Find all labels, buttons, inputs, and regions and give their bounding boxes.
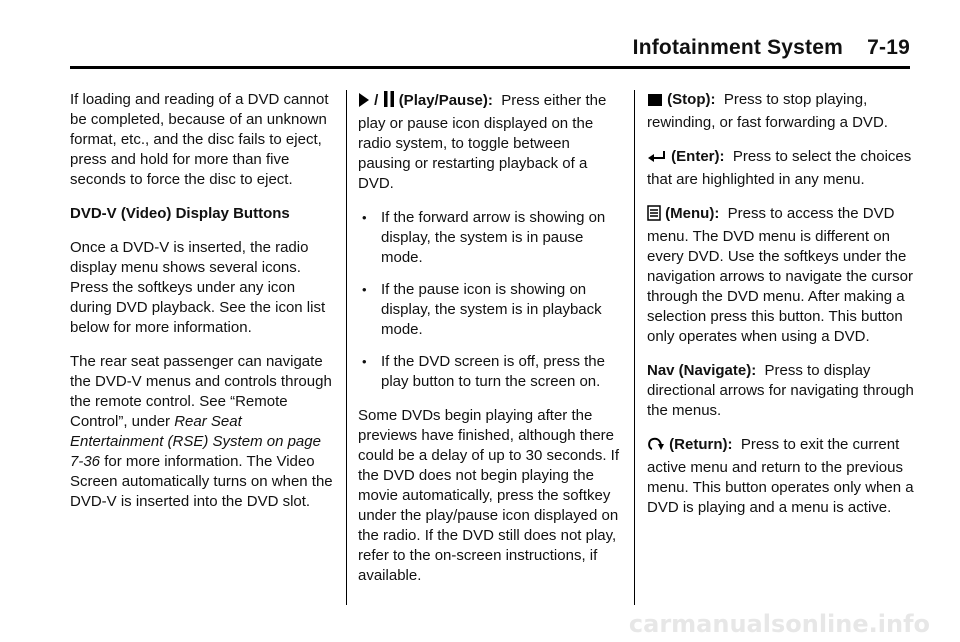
- play-pause-text: Press either the play or pause icon displayed on the radio system, to toggle between pausing or restarting playback of a DVD.: [358, 92, 607, 192]
- enter-label: (Enter):: [671, 148, 725, 165]
- list-item-text: If the forward arrow is showing on display, the system is in pause mode.: [381, 209, 606, 266]
- list-item: • If the DVD screen is off, press the play button to turn the screen on.: [362, 353, 605, 390]
- pause-icon: [383, 90, 395, 114]
- stop-entry: [647, 90, 915, 133]
- list-item: • If the pause icon is showing on display, the system is in playback mode.: [362, 281, 602, 338]
- return-label: (Return):: [669, 436, 733, 453]
- paragraph: Some DVDs begin playing after the previews have finished, although there could be a delay of up to 30 seconds. If the DVD does not begin playing the movie automatically, press the softkey under the play/pause icon displayed on the radio. If the DVD still does not play, refer to the on-screen instructions, if available.: [358, 407, 620, 584]
- paragraph: Once a DVD-V is inserted, the radio display menu shows several icons. Press the softkeys under any icon during DVD playback. See the icon list below for more information.: [70, 239, 326, 336]
- watermark-logo: [584, 608, 934, 638]
- menu-text: Press to access the DVD menu. The DVD menu is different on every DVD. Use the softkeys under the navigation arrows to navigate the cursor through the DVD menu. After making a selection press this button. This button only operates when using a DVD.: [647, 205, 913, 345]
- header-rule: [70, 66, 910, 69]
- text-run: The rear seat passenger can navigate the DVD-V menus and controls through the remote control. See “Remote Control”, under: [70, 353, 332, 430]
- icon-separator: /: [374, 92, 379, 109]
- stop-text: Press to stop playing, rewinding, or fast forwarding a DVD.: [647, 91, 888, 131]
- paragraph: If loading and reading of a DVD cannot be completed, because of an unknown format, etc., and the disc fails to eject, press and hold for more than five seconds to force the disc to eject.: [70, 91, 329, 188]
- cross-reference: Rear Seat Entertainment (RSE) System on page 7-36: [70, 413, 321, 470]
- svg-text:carmanualsonline.info: carmanualsonline.info: [628, 610, 930, 638]
- return-text: Press to exit the current active menu and return to the previous menu. This button operates only when a DVD is playing and a menu is active.: [647, 436, 914, 516]
- bullet-list: [358, 208, 620, 392]
- column-1: [70, 90, 338, 526]
- section-title: Infotainment System: [632, 36, 844, 59]
- paragraph: [70, 352, 338, 512]
- nav-label: Nav (Navigate):: [647, 362, 757, 379]
- enter-entry: [647, 147, 915, 190]
- list-item-text: If the DVD screen is off, press the play button to turn the screen on.: [381, 353, 605, 390]
- menu-label: (Menu):: [665, 205, 720, 222]
- play-icon: [358, 92, 370, 114]
- nav-entry: [647, 361, 915, 421]
- menu-entry: [647, 204, 915, 347]
- column-divider: [346, 90, 347, 605]
- return-icon: [647, 436, 665, 458]
- return-entry: [647, 435, 915, 518]
- stop-icon: [647, 93, 663, 113]
- list-item-text: If the pause icon is showing on display, the system is in playback mode.: [381, 281, 602, 338]
- menu-icon: [647, 205, 661, 227]
- enter-text: Press to select the choices that are highlighted in any menu.: [647, 148, 912, 188]
- stop-label: (Stop):: [667, 91, 716, 108]
- column-2: [358, 90, 620, 600]
- nav-text: Press to display directional arrows for navigating through the menus.: [647, 362, 914, 419]
- text-run: for more information. The Video Screen automatically turns on when the DVD-V is inserted into the DVD slot.: [70, 453, 333, 510]
- enter-icon: [647, 150, 667, 170]
- play-pause-entry: [358, 90, 620, 194]
- column-divider: [634, 90, 635, 605]
- column-3: [647, 90, 915, 532]
- page-title: [633, 36, 910, 60]
- section-heading: DVD-V (Video) Display Buttons: [70, 205, 290, 222]
- page-number: 7-19: [867, 36, 910, 59]
- list-item: • If the forward arrow is showing on display, the system is in pause mode.: [362, 209, 606, 266]
- play-pause-label: (Play/Pause):: [398, 92, 493, 109]
